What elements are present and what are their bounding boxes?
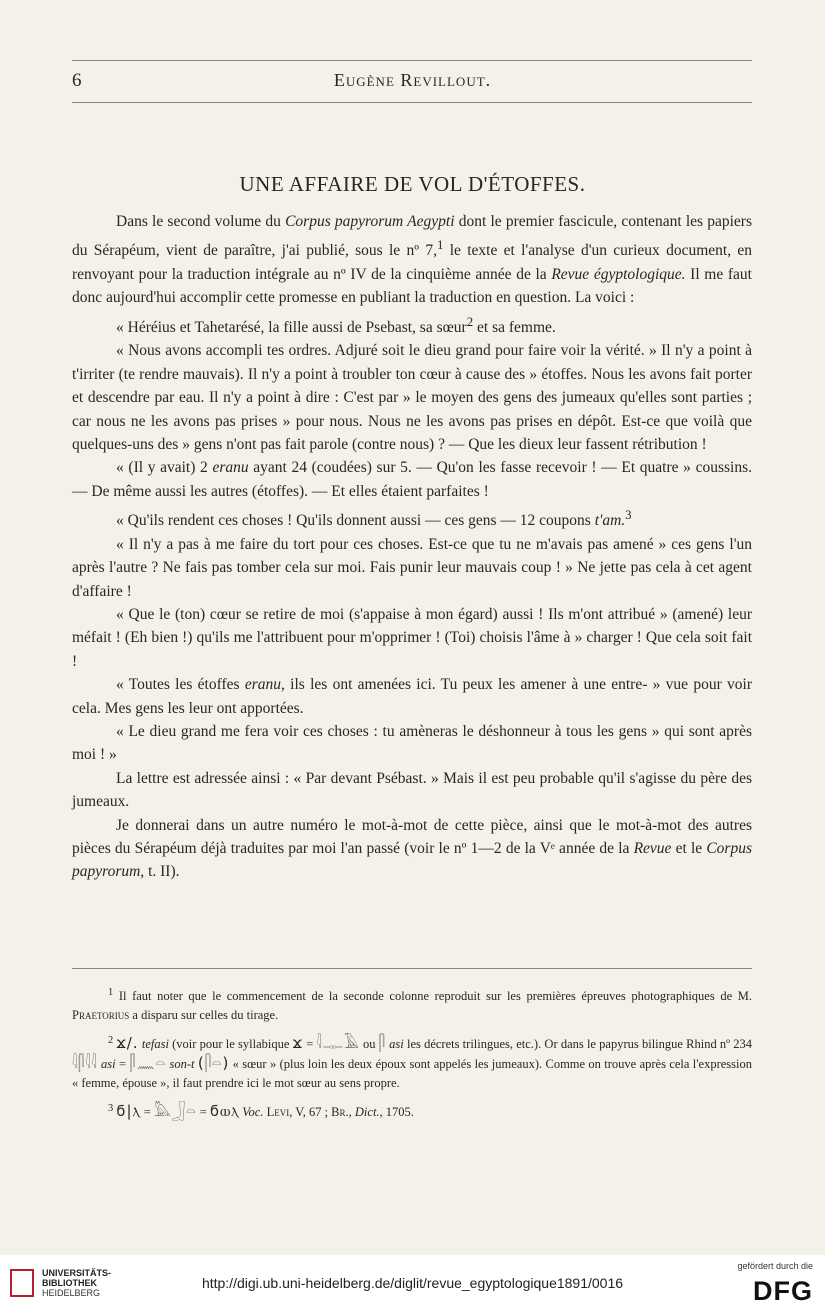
permalink-url[interactable]: http://digi.ub.uni-heidelberg.de/diglit/revue_egyptologique1891/0016: [201, 1275, 624, 1291]
university-library-name: UNIVERSITÄTS- BIBLIOTHEK HEIDELBERG: [42, 1268, 112, 1298]
paragraph-closing: Je donnerai dans un autre numéro le mot-à-mot de cette pièce, ainsi que le mot-à-mot des autres pièces du Sérapéum déjà traduites par moi l'an passé (voir le nº 1—2 de la Vᵉ année de la Revue et le Corpus papyrorum, t. II).: [72, 816, 752, 881]
running-head: Eugène Revillout.: [333, 70, 492, 90]
hieroglyph-sister-icon: 𓋴𓈖𓏏: [129, 1054, 167, 1073]
footnotes: [72, 983, 752, 1128]
demotic-word-icon: ϭ|ⲗ: [116, 1102, 141, 1121]
paragraph-letter-7: « Le dieu grand me fera voir ces choses : tu amèneras le déshonneur à tous les gens » qui sont après moi ! »: [72, 723, 752, 764]
paragraph-letter-2: « (Il y avait) 2 eranu ayant 24 (coudées) sur 5. — Qu'on les fasse recevoir ! — Et quatre » coussins. — De même aussi les autres (étoffes). — Et elles étaient parfaites !: [72, 459, 752, 500]
footnote-ref-1[interactable]: 1: [436, 237, 444, 253]
footnote-ref-3[interactable]: 3: [625, 507, 632, 523]
paragraph-letter-1: « Nous avons accompli tes ordres. Adjuré soit le dieu grand pour faire voir la vérité. » Il n'y a point à t'irriter (te rendre mauvais). Il n'y a point à troubler ton cœur à cause des » étoffes. Nous les avons fait porter et descendre par eau. Il n'y a point à dire : C'est par » le moyen des gens des jumeaux qu'elles sont parties ; car nous ne les avons pas prises » pour nous. Nous ne les avons pas prises en dépôt. Est-ce que voilà que quelques-uns des » gens n'ont pas fait parole (contre nous) ? — Que les dieux leur fassent rétribution !: [72, 342, 752, 453]
header-rule-top: [72, 60, 752, 61]
paragraph-address: « Héréius et Tahetarésé, la fille aussi de Psebast, sa sœur$^2$ et sa femme.: [116, 313, 556, 336]
hieratic-group-icon: 𓇋𓋴𓇋𓇋: [72, 1054, 98, 1073]
paragraph-letter-4: « Il n'y a pas à me faire du tort pour ces choses. Est-ce que tu ne m'avais pas amené » ces gens l'un après l'autre ? Ne fais pas tomber cela sur moi. Fais punir leur mauvais coup ! » Ne jette pas cela à cet agent d'affaire !: [72, 535, 752, 600]
paragraph-intro: Dans le second volume du Corpus papyrorum Aegypti dont le premier fascicule, contenant les papiers du Sérapéum, vient de paraître, j'ai publié, sous le nº 7,$^1$ le texte et l'analyse d'un curieux document, en renvoyant pour la traduction intégrale au nº IV de la cinquième année de la Revue égyptologique. Il me faut donc aujourd'hui accomplir cette promesse en publiant la traduction en question. La voici :: [72, 213, 753, 307]
hieroglyph-group-icon: 𓇋𓊃𓄿: [316, 1034, 360, 1053]
demotic-syllable-icon: ϫ: [292, 1034, 303, 1053]
footnote-1: $^1$ Il faut noter que le commencement de la seconde colonne reproduit sur les premières épreuves photographiques de M. Praetorius a disparu sur celles du tirage.: [72, 987, 752, 1023]
paragraph-letter-5: « Que le (ton) cœur se retire de moi (s'appaise à mon égard) aussi ! Ils m'ont attribué » (amené) leur méfait ! (Eh bien !) qu'ils me l'attribuent pour m'opprimer ! (Toi) choisis l'âme à » charger ! Que cela soit fait !: [72, 605, 752, 670]
hieroglyph-word-icon: 𓅓𓃀𓏏: [153, 1102, 197, 1121]
footnote-2: $^2$ ϫ/. tefasi (voir pour le syllabique ϫ = 𓇋𓊃𓄿 ou 𓋴 asi les décrets trilingues, etc.). Or dans le papyrus bilingue Rhind nº 234 𓇋𓋴𓇋𓇋 asi = 𓋴𓈖𓏏 son-t (𓋴𓏏) « sœur » (plus loin les deux époux sont appelés les jumeaux). Comme on trouve après cela l'expression « femme, épouse », il faut prendre ici le mot sœur au sens propre.: [72, 1034, 753, 1091]
footnote-3: $^3$ ϭ|ⲗ = 𓅓𓃀𓏏 = ϭⲱⲗ Voc. Levi, V, 67 ; Br., Dict., 1705.: [108, 1102, 414, 1121]
paragraph-letter-3: « Qu'ils rendent ces choses ! Qu'ils donnent aussi — ces gens — 12 coupons t'am.$^3$: [116, 507, 632, 530]
paragraph-commentary: La lettre est adressée ainsi : « Par devant Psébast. » Mais il est peu probable qu'il s'agisse du père des jumeaux.: [72, 769, 752, 811]
demotic-sign-icon: ϫ/.: [116, 1034, 139, 1053]
article-title: UNE AFFAIRE DE VOL D'ÉTOFFES.: [239, 172, 586, 196]
paragraph-letter-6: « Toutes les étoffes eranu, ils les ont amenées ici. Tu peux les amener à une entre- » vue pour voir cela. Mes gens les leur ont apportées.: [72, 676, 752, 717]
cartouche-icon: (𓋴𓏏): [197, 1054, 230, 1073]
viewer-footer: [0, 1255, 825, 1312]
footnote-ref-2[interactable]: 2: [466, 313, 474, 329]
footnote-separator: [72, 968, 752, 969]
dfg-logo: DFG: [753, 1276, 813, 1306]
article-body: [72, 210, 752, 884]
hieroglyph-sign-icon: 𓋴: [378, 1034, 386, 1053]
coptic-word-icon: ϭⲱⲗ: [209, 1102, 240, 1121]
header-rule-bottom: [72, 102, 752, 103]
page-number: 6: [72, 70, 82, 91]
funding-note: gefördert durch die: [737, 1261, 813, 1271]
